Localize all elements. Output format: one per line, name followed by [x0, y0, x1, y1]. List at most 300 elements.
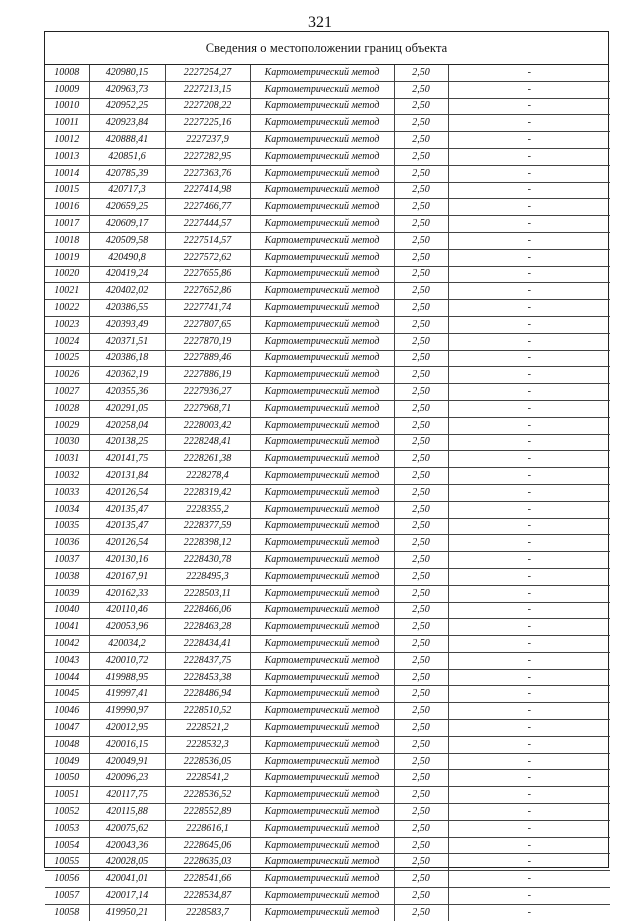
accuracy-cell: 2,50	[394, 451, 448, 468]
point-number-cell: 10054	[45, 837, 89, 854]
y-coordinate-cell: 2227237,9	[165, 132, 250, 149]
method-cell: Картометрический метод	[250, 132, 394, 149]
point-number-cell: 10012	[45, 132, 89, 149]
point-number-cell: 10028	[45, 400, 89, 417]
x-coordinate-cell: 420490,8	[89, 249, 165, 266]
method-cell: Картометрический метод	[250, 81, 394, 98]
page-number: 321	[308, 14, 332, 31]
y-coordinate-cell: 2228355,2	[165, 501, 250, 518]
x-coordinate-cell: 420017,14	[89, 888, 165, 905]
table-row	[45, 316, 610, 333]
table-row	[45, 283, 610, 300]
y-coordinate-cell: 2227652,86	[165, 283, 250, 300]
description-cell: -	[448, 232, 610, 249]
y-coordinate-cell: 2228541,2	[165, 770, 250, 787]
x-coordinate-cell: 420888,41	[89, 132, 165, 149]
accuracy-cell: 2,50	[394, 535, 448, 552]
table-row	[45, 182, 610, 199]
x-coordinate-cell: 420419,24	[89, 266, 165, 283]
method-cell: Картометрический метод	[250, 552, 394, 569]
method-cell: Картометрический метод	[250, 602, 394, 619]
method-cell: Картометрический метод	[250, 400, 394, 417]
y-coordinate-cell: 2227363,76	[165, 165, 250, 182]
y-coordinate-cell: 2228486,94	[165, 686, 250, 703]
description-cell: -	[448, 316, 610, 333]
y-coordinate-cell: 2227444,57	[165, 216, 250, 233]
method-cell: Картометрический метод	[250, 316, 394, 333]
point-number-cell: 10056	[45, 871, 89, 888]
point-number-cell: 10009	[45, 81, 89, 98]
x-coordinate-cell: 420717,3	[89, 182, 165, 199]
x-coordinate-cell: 420162,33	[89, 585, 165, 602]
y-coordinate-cell: 2227886,19	[165, 367, 250, 384]
y-coordinate-cell: 2228453,38	[165, 669, 250, 686]
y-coordinate-cell: 2228398,12	[165, 535, 250, 552]
y-coordinate-cell: 2228616,1	[165, 820, 250, 837]
x-coordinate-cell: 420362,19	[89, 367, 165, 384]
description-cell: -	[448, 216, 610, 233]
accuracy-cell: 2,50	[394, 871, 448, 888]
description-cell: -	[448, 669, 610, 686]
description-cell: -	[448, 552, 610, 569]
point-number-cell: 10034	[45, 501, 89, 518]
point-number-cell: 10033	[45, 484, 89, 501]
table-row	[45, 249, 610, 266]
method-cell: Картометрический метод	[250, 518, 394, 535]
description-cell: -	[448, 484, 610, 501]
description-cell: -	[448, 804, 610, 821]
table-row	[45, 568, 610, 585]
y-coordinate-cell: 2228532,3	[165, 736, 250, 753]
method-cell: Картометрический метод	[250, 535, 394, 552]
description-cell: -	[448, 736, 610, 753]
method-cell: Картометрический метод	[250, 98, 394, 115]
y-coordinate-cell: 2227889,46	[165, 350, 250, 367]
method-cell: Картометрический метод	[250, 266, 394, 283]
table-title: Сведения о местоположении границ объекта	[45, 32, 608, 65]
point-number-cell: 10038	[45, 568, 89, 585]
x-coordinate-cell: 420609,17	[89, 216, 165, 233]
description-cell: -	[448, 888, 610, 905]
x-coordinate-cell: 420509,58	[89, 232, 165, 249]
method-cell: Картометрический метод	[250, 417, 394, 434]
table-row	[45, 65, 610, 81]
method-cell: Картометрический метод	[250, 283, 394, 300]
x-coordinate-cell: 420659,25	[89, 199, 165, 216]
x-coordinate-cell: 420126,54	[89, 484, 165, 501]
coordinates-table-body	[45, 65, 610, 921]
method-cell: Картометрический метод	[250, 165, 394, 182]
x-coordinate-cell: 420016,15	[89, 736, 165, 753]
point-number-cell: 10051	[45, 787, 89, 804]
method-cell: Картометрический метод	[250, 585, 394, 602]
description-cell: -	[448, 619, 610, 636]
description-cell: -	[448, 300, 610, 317]
description-cell: -	[448, 820, 610, 837]
accuracy-cell: 2,50	[394, 384, 448, 401]
table-row	[45, 720, 610, 737]
method-cell: Картометрический метод	[250, 619, 394, 636]
method-cell: Картометрический метод	[250, 384, 394, 401]
table-row	[45, 165, 610, 182]
point-number-cell: 10030	[45, 434, 89, 451]
accuracy-cell: 2,50	[394, 552, 448, 569]
table-row	[45, 484, 610, 501]
method-cell: Картометрический метод	[250, 468, 394, 485]
table-row	[45, 518, 610, 535]
table-row	[45, 585, 610, 602]
accuracy-cell: 2,50	[394, 904, 448, 920]
boundary-table-sheet	[44, 31, 609, 918]
point-number-cell: 10010	[45, 98, 89, 115]
description-cell: -	[448, 384, 610, 401]
description-cell: -	[448, 434, 610, 451]
description-cell: -	[448, 249, 610, 266]
table-row	[45, 148, 610, 165]
point-number-cell: 10035	[45, 518, 89, 535]
method-cell: Картометрический метод	[250, 249, 394, 266]
y-coordinate-cell: 2228510,52	[165, 703, 250, 720]
point-number-cell: 10053	[45, 820, 89, 837]
x-coordinate-cell: 420131,84	[89, 468, 165, 485]
x-coordinate-cell: 419950,21	[89, 904, 165, 920]
y-coordinate-cell: 2227225,16	[165, 115, 250, 132]
y-coordinate-cell: 2227466,77	[165, 199, 250, 216]
y-coordinate-cell: 2228521,2	[165, 720, 250, 737]
x-coordinate-cell: 420012,95	[89, 720, 165, 737]
x-coordinate-cell: 420117,75	[89, 787, 165, 804]
accuracy-cell: 2,50	[394, 333, 448, 350]
y-coordinate-cell: 2227807,65	[165, 316, 250, 333]
y-coordinate-cell: 2228534,87	[165, 888, 250, 905]
accuracy-cell: 2,50	[394, 81, 448, 98]
method-cell: Картометрический метод	[250, 451, 394, 468]
accuracy-cell: 2,50	[394, 602, 448, 619]
x-coordinate-cell: 420053,96	[89, 619, 165, 636]
y-coordinate-cell: 2228377,59	[165, 518, 250, 535]
description-cell: -	[448, 417, 610, 434]
y-coordinate-cell: 2228503,11	[165, 585, 250, 602]
point-number-cell: 10052	[45, 804, 89, 821]
method-cell: Картометрический метод	[250, 888, 394, 905]
description-cell: -	[448, 720, 610, 737]
accuracy-cell: 2,50	[394, 501, 448, 518]
y-coordinate-cell: 2227208,22	[165, 98, 250, 115]
point-number-cell: 10031	[45, 451, 89, 468]
x-coordinate-cell: 420355,36	[89, 384, 165, 401]
method-cell: Картометрический метод	[250, 871, 394, 888]
point-number-cell: 10041	[45, 619, 89, 636]
description-cell: -	[448, 283, 610, 300]
table-row	[45, 854, 610, 871]
x-coordinate-cell: 420096,23	[89, 770, 165, 787]
method-cell: Картометрический метод	[250, 854, 394, 871]
accuracy-cell: 2,50	[394, 300, 448, 317]
point-number-cell: 10021	[45, 283, 89, 300]
table-row	[45, 669, 610, 686]
table-row	[45, 837, 610, 854]
point-number-cell: 10050	[45, 770, 89, 787]
accuracy-cell: 2,50	[394, 736, 448, 753]
table-row	[45, 753, 610, 770]
accuracy-cell: 2,50	[394, 417, 448, 434]
accuracy-cell: 2,50	[394, 283, 448, 300]
point-number-cell: 10011	[45, 115, 89, 132]
point-number-cell: 10058	[45, 904, 89, 920]
y-coordinate-cell: 2227968,71	[165, 400, 250, 417]
point-number-cell: 10047	[45, 720, 89, 737]
accuracy-cell: 2,50	[394, 367, 448, 384]
y-coordinate-cell: 2227870,19	[165, 333, 250, 350]
point-number-cell: 10016	[45, 199, 89, 216]
table-row	[45, 652, 610, 669]
y-coordinate-cell: 2228430,78	[165, 552, 250, 569]
x-coordinate-cell: 420049,91	[89, 753, 165, 770]
accuracy-cell: 2,50	[394, 199, 448, 216]
description-cell: -	[448, 636, 610, 653]
x-coordinate-cell: 420371,51	[89, 333, 165, 350]
table-row	[45, 434, 610, 451]
y-coordinate-cell: 2227414,98	[165, 182, 250, 199]
point-number-cell: 10037	[45, 552, 89, 569]
table-row	[45, 81, 610, 98]
method-cell: Картометрический метод	[250, 820, 394, 837]
y-coordinate-cell: 2227213,15	[165, 81, 250, 98]
x-coordinate-cell: 420402,02	[89, 283, 165, 300]
description-cell: -	[448, 451, 610, 468]
method-cell: Картометрический метод	[250, 350, 394, 367]
y-coordinate-cell: 2228261,38	[165, 451, 250, 468]
point-number-cell: 10045	[45, 686, 89, 703]
method-cell: Картометрический метод	[250, 300, 394, 317]
y-coordinate-cell: 2228635,03	[165, 854, 250, 871]
x-coordinate-cell: 420923,84	[89, 115, 165, 132]
x-coordinate-cell: 420980,15	[89, 65, 165, 81]
description-cell: -	[448, 98, 610, 115]
table-row	[45, 787, 610, 804]
accuracy-cell: 2,50	[394, 400, 448, 417]
x-coordinate-cell: 420130,16	[89, 552, 165, 569]
table-row	[45, 132, 610, 149]
table-row	[45, 501, 610, 518]
method-cell: Картометрический метод	[250, 501, 394, 518]
table-row	[45, 703, 610, 720]
accuracy-cell: 2,50	[394, 316, 448, 333]
point-number-cell: 10026	[45, 367, 89, 384]
description-cell: -	[448, 602, 610, 619]
description-cell: -	[448, 501, 610, 518]
point-number-cell: 10036	[45, 535, 89, 552]
accuracy-cell: 2,50	[394, 484, 448, 501]
table-row	[45, 451, 610, 468]
table-row	[45, 468, 610, 485]
table-row	[45, 736, 610, 753]
accuracy-cell: 2,50	[394, 182, 448, 199]
method-cell: Картометрический метод	[250, 232, 394, 249]
point-number-cell: 10008	[45, 65, 89, 81]
accuracy-cell: 2,50	[394, 837, 448, 854]
x-coordinate-cell: 420393,49	[89, 316, 165, 333]
accuracy-cell: 2,50	[394, 787, 448, 804]
table-row	[45, 115, 610, 132]
accuracy-cell: 2,50	[394, 854, 448, 871]
y-coordinate-cell: 2228278,4	[165, 468, 250, 485]
table-row	[45, 417, 610, 434]
x-coordinate-cell: 420126,54	[89, 535, 165, 552]
method-cell: Картометрический метод	[250, 736, 394, 753]
point-number-cell: 10018	[45, 232, 89, 249]
accuracy-cell: 2,50	[394, 165, 448, 182]
x-coordinate-cell: 420034,2	[89, 636, 165, 653]
description-cell: -	[448, 115, 610, 132]
accuracy-cell: 2,50	[394, 232, 448, 249]
accuracy-cell: 2,50	[394, 619, 448, 636]
x-coordinate-cell: 420135,47	[89, 501, 165, 518]
description-cell: -	[448, 568, 610, 585]
y-coordinate-cell: 2228434,41	[165, 636, 250, 653]
description-cell: -	[448, 686, 610, 703]
x-coordinate-cell: 419990,97	[89, 703, 165, 720]
description-cell: -	[448, 367, 610, 384]
accuracy-cell: 2,50	[394, 770, 448, 787]
table-row	[45, 266, 610, 283]
table-row	[45, 333, 610, 350]
table-row	[45, 384, 610, 401]
description-cell: -	[448, 199, 610, 216]
description-cell: -	[448, 400, 610, 417]
accuracy-cell: 2,50	[394, 686, 448, 703]
accuracy-cell: 2,50	[394, 652, 448, 669]
table-row	[45, 686, 610, 703]
method-cell: Картометрический метод	[250, 148, 394, 165]
method-cell: Картометрический метод	[250, 770, 394, 787]
x-coordinate-cell: 420135,47	[89, 518, 165, 535]
table-row	[45, 350, 610, 367]
table-row	[45, 98, 610, 115]
accuracy-cell: 2,50	[394, 585, 448, 602]
x-coordinate-cell: 420851,6	[89, 148, 165, 165]
accuracy-cell: 2,50	[394, 753, 448, 770]
y-coordinate-cell: 2227741,74	[165, 300, 250, 317]
description-cell: -	[448, 770, 610, 787]
x-coordinate-cell: 420785,39	[89, 165, 165, 182]
table-row	[45, 199, 610, 216]
x-coordinate-cell: 420258,04	[89, 417, 165, 434]
table-row	[45, 552, 610, 569]
accuracy-cell: 2,50	[394, 636, 448, 653]
description-cell: -	[448, 468, 610, 485]
point-number-cell: 10013	[45, 148, 89, 165]
description-cell: -	[448, 350, 610, 367]
point-number-cell: 10044	[45, 669, 89, 686]
y-coordinate-cell: 2227282,95	[165, 148, 250, 165]
accuracy-cell: 2,50	[394, 820, 448, 837]
accuracy-cell: 2,50	[394, 568, 448, 585]
description-cell: -	[448, 854, 610, 871]
point-number-cell: 10048	[45, 736, 89, 753]
x-coordinate-cell: 420386,18	[89, 350, 165, 367]
accuracy-cell: 2,50	[394, 518, 448, 535]
method-cell: Картометрический метод	[250, 787, 394, 804]
description-cell: -	[448, 81, 610, 98]
method-cell: Картометрический метод	[250, 216, 394, 233]
x-coordinate-cell: 419997,41	[89, 686, 165, 703]
x-coordinate-cell: 420167,91	[89, 568, 165, 585]
table-row	[45, 871, 610, 888]
point-number-cell: 10042	[45, 636, 89, 653]
method-cell: Картометрический метод	[250, 182, 394, 199]
method-cell: Картометрический метод	[250, 367, 394, 384]
point-number-cell: 10027	[45, 384, 89, 401]
description-cell: -	[527, 906, 531, 918]
x-coordinate-cell: 420141,75	[89, 451, 165, 468]
description-cell: -	[448, 518, 610, 535]
description-cell: -	[448, 132, 610, 149]
method-cell: Картометрический метод	[250, 837, 394, 854]
x-coordinate-cell: 420043,36	[89, 837, 165, 854]
x-coordinate-cell: 419988,95	[89, 669, 165, 686]
point-number-cell: 10029	[45, 417, 89, 434]
method-cell: Картометрический метод	[250, 434, 394, 451]
accuracy-cell: 2,50	[394, 115, 448, 132]
method-cell: Картометрический метод	[250, 484, 394, 501]
method-cell: Картометрический метод	[250, 652, 394, 669]
description-cell: -	[448, 787, 610, 804]
point-number-cell: 10019	[45, 249, 89, 266]
y-coordinate-cell: 2228466,06	[165, 602, 250, 619]
x-coordinate-cell: 420028,05	[89, 854, 165, 871]
accuracy-cell: 2,50	[394, 132, 448, 149]
accuracy-cell: 2,50	[394, 350, 448, 367]
accuracy-cell: 2,50	[394, 804, 448, 821]
description-cell: -	[448, 871, 610, 888]
description-cell: -	[448, 753, 610, 770]
y-coordinate-cell: 2227254,27	[165, 65, 250, 81]
accuracy-cell: 2,50	[394, 888, 448, 905]
table-row	[45, 804, 610, 821]
y-coordinate-cell: 2228536,52	[165, 787, 250, 804]
description-cell: -	[448, 165, 610, 182]
y-coordinate-cell: 2228495,3	[165, 568, 250, 585]
x-coordinate-cell: 420952,25	[89, 98, 165, 115]
x-coordinate-cell: 420963,73	[89, 81, 165, 98]
y-coordinate-cell: 2228536,05	[165, 753, 250, 770]
y-coordinate-cell: 2228319,42	[165, 484, 250, 501]
table-row	[45, 400, 610, 417]
x-coordinate-cell: 420041,01	[89, 871, 165, 888]
y-coordinate-cell: 2227655,86	[165, 266, 250, 283]
y-coordinate-cell: 2227514,57	[165, 232, 250, 249]
accuracy-cell: 2,50	[394, 249, 448, 266]
method-cell: Картометрический метод	[250, 65, 394, 81]
y-coordinate-cell: 2228552,89	[165, 804, 250, 821]
description-cell: -	[448, 333, 610, 350]
accuracy-cell: 2,50	[394, 148, 448, 165]
table-row	[45, 770, 610, 787]
description-cell: -	[448, 182, 610, 199]
method-cell: Картометрический метод	[250, 636, 394, 653]
y-coordinate-cell: 2228541,66	[165, 871, 250, 888]
description-cell: -	[448, 837, 610, 854]
table-row	[45, 820, 610, 837]
table-row	[45, 300, 610, 317]
coordinates-table	[45, 65, 610, 921]
table-row	[45, 904, 610, 920]
method-cell: Картометрический метод	[250, 720, 394, 737]
table-row	[45, 535, 610, 552]
table-row	[45, 367, 610, 384]
point-number-cell: 10043	[45, 652, 89, 669]
